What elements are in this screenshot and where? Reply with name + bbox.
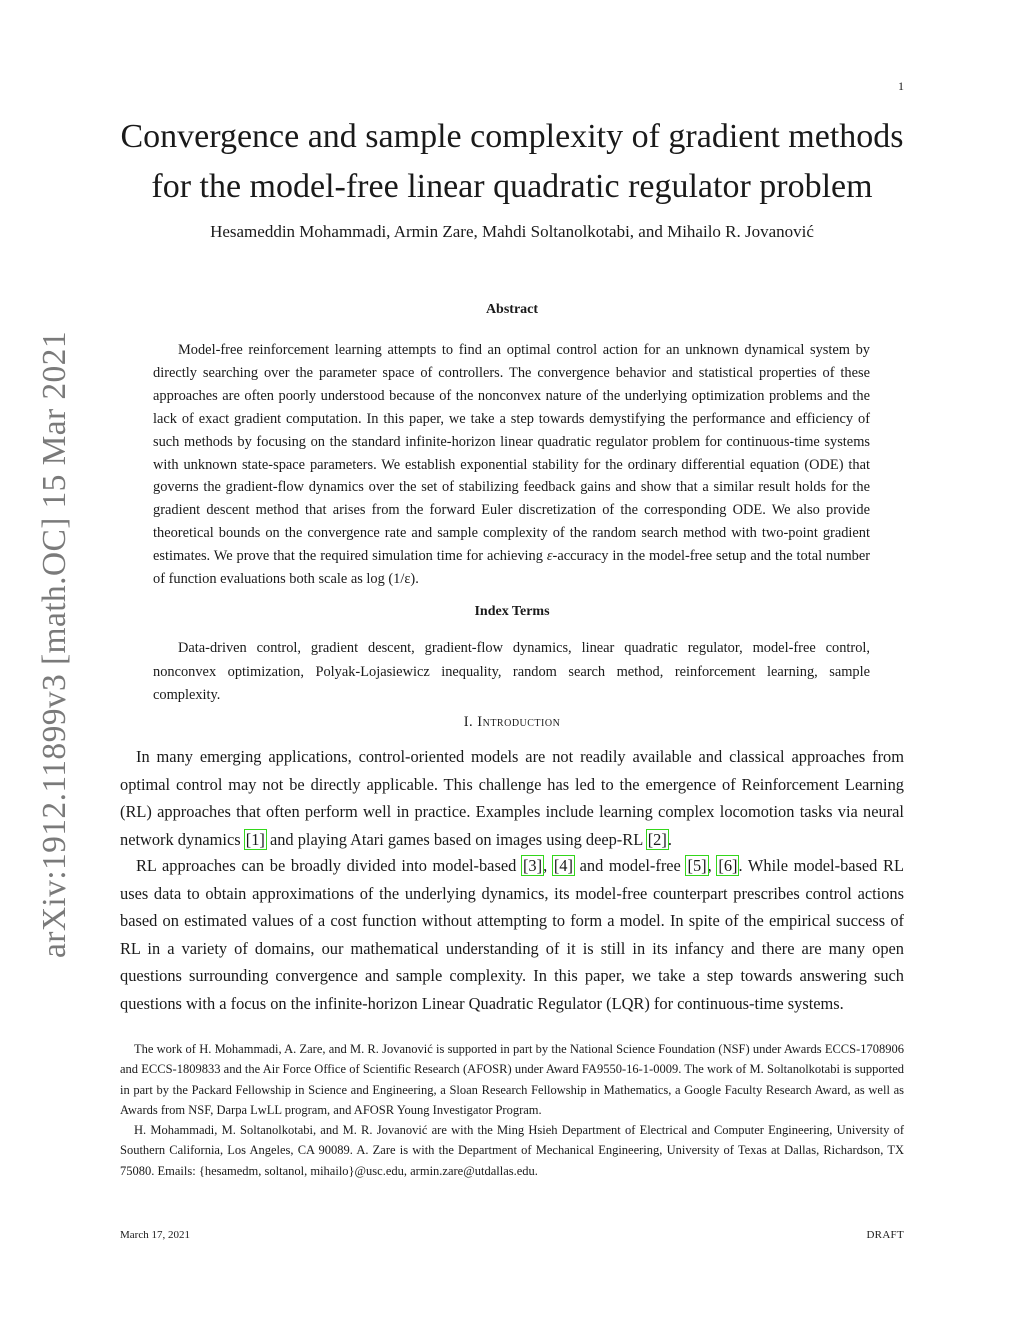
footer-date: March 17, 2021 (120, 1229, 190, 1241)
footnote-funding: The work of H. Mohammadi, A. Zare, and M. R. Jovanović is supported in part by the National Science Foundation (NSF) under Awards ECCS-1708906 and ECCS-1809833 and the Air Force Office of Scientific Research (AFOSR) under Award FA9550-16-1-0009. The work of M. Soltanolkotabi is supported in part by the Packard Fellowship in Science and Engineering, a Sloan Research Fellowship in Mathematics, a Google Faculty Research Award, as well as Awards from NSF, Darpa LwLL program, and AFOSR Young Investigator Program. (120, 1042, 904, 1117)
index-terms-body: Data-driven control, gradient descent, gradient-flow dynamics, linear quadratic regulator, model-free control, nonconvex optimization, Polyak-Lojasiewicz inequality, random search method, reinforcement learning, sample complexity. (153, 640, 870, 703)
abstract-body (153, 339, 870, 591)
intro-p1-text-c: . (667, 829, 672, 849)
citation-link-5[interactable]: [5] (687, 856, 707, 875)
intro-p1-text-a: In many emerging applications, control-oriented models are not readily available and classical approaches from optimal control may not be directly applicable. This challenge has led to the emergence of Reinforcement Learning (RL) approaches that often perform well in practice. Examples include learning complex locomotion tasks via neural network dynamics (120, 747, 904, 849)
abstract-text: Model-free reinforcement learning attempts to find an optimal control action for an unknown dynamical system by directly searching over the parameter space of controllers. The convergence behavior and statistical properties of these approaches are often poorly understood because of the nonconvex nature of the underlying optimization problems and the lack of exact gradient computation. In this paper, we take a step towards demystifying the performance and efficiency of such methods by focusing on the standard infinite-horizon linear quadratic regulator problem for continuous-time systems with unknown state-space parameters. We establish exponential stability for the ordinary differential equation (ODE) that governs the gradient-flow dynamics over the set of stabilizing feedback gains and show that a similar result holds for the gradient descent method that arises from the forward Euler discretization of the corresponding ODE. We also provide theoretical bounds on the convergence rate and sample complexity of the random search method with two-point gradient estimates. We prove that the required simulation time for achieving (153, 342, 870, 565)
citation-link-1[interactable]: [1] (245, 829, 265, 849)
abstract-heading: Abstract (485, 302, 539, 317)
epsilon-symbol: ε (546, 548, 553, 565)
intro-p2-text-d: , (707, 856, 718, 875)
intro-p2-text-a: RL approaches can be broadly divided into model-based (136, 856, 522, 875)
index-terms-heading: Index Terms (474, 604, 550, 619)
log-expression: log (1/ε) (366, 571, 416, 588)
citation-link-6[interactable]: [6] (718, 856, 738, 875)
section-heading-introduction: I. Introduction (463, 714, 561, 730)
title-line-1: Convergence and sample complexity of gradient methods (120, 118, 904, 155)
author-list: Hesameddin Mohammadi, Armin Zare, Mahdi Soltanolkotabi, and Mihailo R. Jovanović (210, 222, 814, 241)
paper-title (100, 112, 924, 212)
page-number: 1 (898, 79, 904, 93)
citation-link-4[interactable]: [4] (553, 856, 573, 875)
footer-draft-label: DRAFT (866, 1229, 904, 1241)
intro-p2-text-e: . While model-based RL uses data to obtain approximations of the underlying dynamics, its model-free counterpart prescribes control actions based on estimated values of a cost function without attempting to form a model. In spite of the empirical success of RL in a variety of domains, our mathematical understanding of it is still in its infancy and there are many open questions surrounding convergence and sample complexity. In this paper, we take a step towards answering such questions with a focus on the infinite-horizon Linear Quadratic Regulator (LQR) for continuous-time systems. (120, 856, 904, 1013)
citation-link-3[interactable]: [3] (522, 856, 543, 875)
intro-p2-text-c: and model-free (573, 856, 687, 875)
introduction-paragraph-2 (120, 852, 904, 1017)
intro-p2-text-b: , (543, 856, 553, 875)
abstract-text-tail: -accuracy in the model-free setup and the total number of function evaluations both scale as (153, 548, 871, 588)
abstract-text-end: . (415, 571, 419, 588)
citation-link-2[interactable]: [2] (647, 829, 667, 849)
intro-p1-text-b: and playing Atari games based on images using deep-RL (265, 829, 647, 849)
arxiv-identifier: arXiv:1912.11899v3 [math.OC] 15 Mar 2021 (36, 331, 73, 958)
title-line-2: for the model-free linear quadratic regulator problem (151, 168, 873, 205)
introduction-paragraph-1 (120, 743, 904, 853)
footnote-affiliations: H. Mohammadi, M. Soltanolkotabi, and M. R. Jovanović are with the Ming Hsieh Department of Electrical and Computer Engineering, University of Southern California, Los Angeles, CA 90089. A. Zare is with the Department of Mechanical Engineering, University of Texas at Dallas, Richardson, TX 75080. Emails: {hesamedm, soltanol, mihailo}@usc.edu, armin.zare@utdallas.edu. (120, 1123, 904, 1178)
